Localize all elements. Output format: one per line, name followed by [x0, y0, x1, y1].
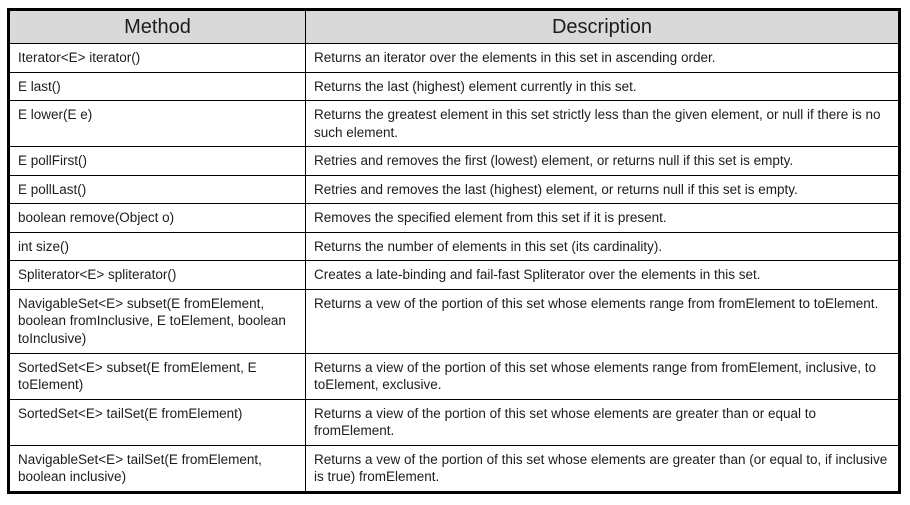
description-cell: Returns a view of the portion of this set whose elements are greater than or equal to fromElement.: [306, 399, 900, 445]
table-row: [9, 72, 900, 101]
table-row: [9, 175, 900, 204]
method-cell: NavigableSet<E> subset(E fromElement, boolean fromInclusive, E toElement, boolean toInclusive): [9, 289, 306, 353]
table-header: [9, 10, 900, 44]
method-cell: NavigableSet<E> tailSet(E fromElement, boolean inclusive): [9, 445, 306, 492]
description-cell: Returns a vew of the portion of this set whose elements range from fromElement to toElement.: [306, 289, 900, 353]
table-row: [9, 445, 900, 492]
methods-table: [7, 8, 901, 494]
method-cell: Spliterator<E> spliterator(): [9, 261, 306, 290]
description-cell: Retries and removes the first (lowest) element, or returns null if this set is empty.: [306, 147, 900, 176]
table-row: [9, 101, 900, 147]
table-row: [9, 204, 900, 233]
description-cell: Returns a view of the portion of this set whose elements range from fromElement, inclusive, to toElement, exclusive.: [306, 353, 900, 399]
description-cell: Creates a late-binding and fail-fast Spliterator over the elements in this set.: [306, 261, 900, 290]
description-cell: Returns the greatest element in this set strictly less than the given element, or null if there is no such element.: [306, 101, 900, 147]
method-cell: Iterator<E> iterator(): [9, 44, 306, 73]
table-row: [9, 289, 900, 353]
table-row: [9, 147, 900, 176]
method-cell: int size(): [9, 232, 306, 261]
description-cell: Returns a vew of the portion of this set whose elements are greater than (or equal to, if inclusive is true) fromElement.: [306, 445, 900, 492]
method-cell: E last(): [9, 72, 306, 101]
method-column-header: Method: [9, 10, 306, 44]
table-row: [9, 232, 900, 261]
table-row: [9, 44, 900, 73]
method-cell: SortedSet<E> tailSet(E fromElement): [9, 399, 306, 445]
table-row: [9, 399, 900, 445]
table-row: [9, 353, 900, 399]
header-row: [9, 10, 900, 44]
method-cell: E lower(E e): [9, 101, 306, 147]
description-cell: Returns an iterator over the elements in this set in ascending order.: [306, 44, 900, 73]
description-cell: Returns the last (highest) element currently in this set.: [306, 72, 900, 101]
method-cell: SortedSet<E> subset(E fromElement, E toElement): [9, 353, 306, 399]
description-cell: Removes the specified element from this set if it is present.: [306, 204, 900, 233]
description-column-header: Description: [306, 10, 900, 44]
table-row: [9, 261, 900, 290]
method-cell: E pollLast(): [9, 175, 306, 204]
table-body: [9, 44, 900, 493]
method-cell: E pollFirst(): [9, 147, 306, 176]
description-cell: Returns the number of elements in this set (its cardinality).: [306, 232, 900, 261]
description-cell: Retries and removes the last (highest) element, or returns null if this set is empty.: [306, 175, 900, 204]
method-cell: boolean remove(Object o): [9, 204, 306, 233]
